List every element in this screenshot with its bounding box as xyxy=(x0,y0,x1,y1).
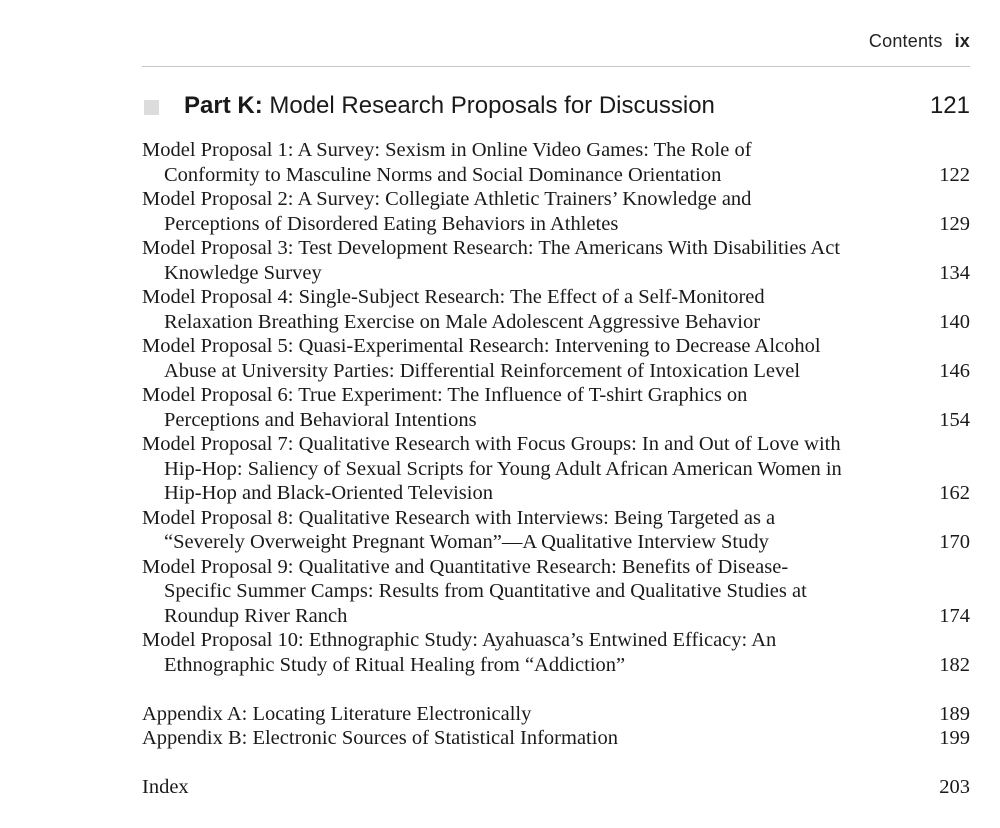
toc-entry-proposal-9[interactable] xyxy=(142,555,970,629)
entry-page-number: 162 xyxy=(939,482,970,504)
part-label: Part K: xyxy=(184,92,263,119)
toc-entry-proposal-1[interactable] xyxy=(142,138,970,187)
toc-entry-proposal-10[interactable] xyxy=(142,628,970,677)
entry-page-number: 189 xyxy=(939,702,970,725)
entry-title-line: Appendix A: Locating Literature Electronically xyxy=(142,702,532,725)
entry-page-number: 199 xyxy=(939,727,970,749)
entry-title-line: Specific Summer Camps: Results from Quantitative and Qualitative Studies at xyxy=(164,580,807,602)
entry-title-line: Model Proposal 6: True Experiment: The Influence of T-shirt Graphics on xyxy=(142,384,748,406)
entry-title-line: Model Proposal 3: Test Development Research: The Americans With Disabilities Act xyxy=(142,237,841,259)
toc-entry-index[interactable] xyxy=(142,775,970,800)
entry-title-line: Index xyxy=(142,776,189,798)
entry-title-line: Model Proposal 1: A Survey: Sexism in Online Video Games: The Role of xyxy=(142,139,752,161)
entry-title-line: Model Proposal 9: Qualitative and Quantitative Research: Benefits of Disease- xyxy=(142,555,789,578)
square-bullet-icon xyxy=(144,100,159,115)
running-head-label: Contents xyxy=(868,31,943,51)
toc-entry-proposal-4[interactable] xyxy=(142,285,970,334)
toc-entry-proposal-5[interactable] xyxy=(142,334,970,383)
toc-entry-proposal-8[interactable] xyxy=(142,506,970,555)
part-title: Model Research Proposals for Discussion xyxy=(269,92,715,119)
entry-title-line: “Severely Overweight Pregnant Woman”—A Qualitative Interview Study xyxy=(164,531,769,553)
entry-page-number: 140 xyxy=(939,310,970,333)
entry-page-number: 203 xyxy=(939,776,970,798)
entry-title-line: Appendix B: Electronic Sources of Statistical Information xyxy=(142,727,618,749)
section-spacer xyxy=(142,677,970,702)
entry-title-line: Perceptions and Behavioral Intentions xyxy=(164,408,477,431)
section-spacer xyxy=(142,751,970,776)
entry-title-line: Model Proposal 10: Ethnographic Study: Ayahuasca’s Entwined Efficacy: An xyxy=(142,629,777,651)
page-folio: ix xyxy=(954,31,970,51)
entry-title-line: Hip-Hop and Black-Oriented Television xyxy=(164,482,493,504)
entry-page-number: 182 xyxy=(939,653,970,676)
part-page-number: 121 xyxy=(929,92,970,119)
entry-page-number: 129 xyxy=(939,212,970,235)
entry-title-line: Knowledge Survey xyxy=(164,261,322,284)
entry-title-line: Model Proposal 7: Qualitative Research with Focus Groups: In and Out of Love with xyxy=(142,433,841,455)
toc-entry-appendix-b[interactable] xyxy=(142,726,970,751)
entry-title-line: Hip-Hop: Saliency of Sexual Scripts for Young Adult African American Women in xyxy=(164,457,842,480)
entry-title-line: Roundup River Ranch xyxy=(164,604,348,627)
toc-list xyxy=(142,138,970,800)
toc-entry-proposal-6[interactable] xyxy=(142,383,970,432)
entry-page-number: 174 xyxy=(939,604,970,627)
entry-title-line: Model Proposal 5: Quasi-Experimental Research: Intervening to Decrease Alcohol xyxy=(142,335,821,357)
entry-title-line: Perceptions of Disordered Eating Behaviors in Athletes xyxy=(164,212,619,235)
entry-title-line: Abuse at University Parties: Differential Reinforcement of Intoxication Level xyxy=(164,359,801,382)
entry-title-line: Ethnographic Study of Ritual Healing from “Addiction” xyxy=(164,653,626,676)
part-heading[interactable] xyxy=(142,92,970,124)
running-head xyxy=(869,31,970,52)
entry-title-line: Relaxation Breathing Exercise on Male Adolescent Aggressive Behavior xyxy=(164,310,761,333)
entry-page-number: 146 xyxy=(939,359,970,382)
entry-page-number: 122 xyxy=(939,163,970,186)
part-heading-text xyxy=(184,92,715,120)
entry-title-line: Conformity to Masculine Norms and Social Dominance Orientation xyxy=(164,163,722,186)
entry-page-number: 170 xyxy=(939,531,970,553)
entry-page-number: 154 xyxy=(939,408,970,431)
toc-entry-proposal-3[interactable] xyxy=(142,236,970,285)
toc-entry-appendix-a[interactable] xyxy=(142,702,970,727)
entry-title-line: Model Proposal 2: A Survey: Collegiate Athletic Trainers’ Knowledge and xyxy=(142,188,752,210)
entry-page-number: 134 xyxy=(939,261,970,284)
header-rule xyxy=(142,66,970,67)
entry-title-line: Model Proposal 8: Qualitative Research with Interviews: Being Targeted as a xyxy=(142,506,776,529)
toc-entry-proposal-7[interactable] xyxy=(142,432,970,506)
entry-title-line: Model Proposal 4: Single-Subject Research: The Effect of a Self-Monitored xyxy=(142,286,765,308)
toc-entry-proposal-2[interactable] xyxy=(142,187,970,236)
